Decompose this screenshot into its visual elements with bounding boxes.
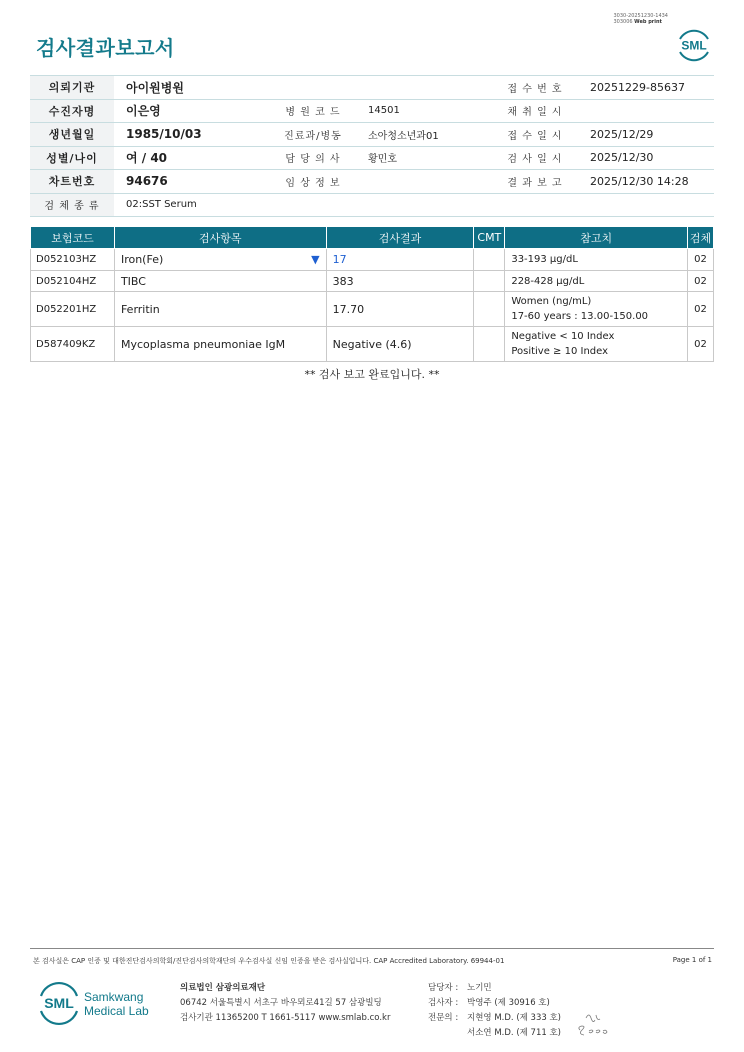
info-row: [30, 99, 714, 123]
org-contact: 검사기관 11365200 T 1661-5117 www.smlab.co.kr: [180, 1013, 391, 1023]
item-name: Ferritin: [120, 302, 160, 316]
cell-result: 383: [326, 271, 474, 292]
value-sex-age: 여 / 40: [114, 146, 270, 170]
cell-reference: [505, 292, 688, 327]
label-sex-age: 성별/나이: [30, 146, 114, 170]
col-specimen: 검체: [687, 227, 713, 249]
table-row: [31, 271, 714, 292]
reference-line: 17-60 years : 13.00-150.00: [511, 311, 649, 322]
cell-cmt: [474, 292, 505, 327]
info-row: [30, 193, 714, 217]
cell-item: [114, 292, 326, 327]
value-requester: 아이원병원: [114, 76, 492, 100]
cell-result: 17: [326, 249, 474, 271]
value-accession-no: 20251229-85637: [578, 76, 714, 100]
col-cmt: CMT: [474, 227, 505, 249]
footer-brand: [84, 990, 149, 1018]
col-result: 검사결과: [326, 227, 474, 249]
value-received-date: 2025/12/29: [578, 123, 714, 147]
cell-code: D052104HZ: [31, 271, 115, 292]
value-collection-date: [578, 99, 714, 123]
staff-row: [428, 1011, 561, 1026]
results-table: [30, 226, 714, 362]
info-row: [30, 146, 714, 170]
value-department: 소아청소년과01: [356, 123, 492, 147]
value-clinical-info: [356, 170, 492, 194]
sml-footer-logo: [36, 980, 82, 1026]
cell-code: D587409KZ: [31, 327, 115, 362]
org-address: 06742 서울특별시 서초구 바우뫼로41길 57 삼광빌딩: [180, 998, 382, 1008]
staff-role: [428, 1026, 467, 1041]
web-print-label: Web print: [634, 19, 662, 25]
svg-text:SML: SML: [44, 995, 74, 1011]
page-title: 검사결과보고서: [36, 36, 175, 60]
label-received-date: 접 수 일 시: [492, 123, 578, 147]
value-specimen-type: 02:SST Serum: [114, 193, 714, 217]
report-code-line2: 303006 Web print: [613, 19, 662, 25]
col-test-item: 검사항목: [114, 227, 326, 249]
staff-row: [428, 996, 561, 1011]
reference-line: Women (ng/mL): [511, 296, 592, 307]
item-name: Iron(Fe): [120, 253, 164, 266]
cell-specimen: 02: [687, 271, 713, 292]
table-row: [31, 292, 714, 327]
cell-code: D052201HZ: [31, 292, 115, 327]
reference-line: 228-428 μg/dL: [511, 275, 585, 287]
report-code: [613, 13, 668, 25]
col-reference: 참고치: [505, 227, 688, 249]
brand-line2: Medical Lab: [84, 1004, 149, 1018]
staff-name: 서소연 M.D. (제 711 호): [467, 1028, 562, 1038]
cell-result: Negative (4.6): [326, 327, 474, 362]
cell-cmt: [474, 327, 505, 362]
report-code-line1: 3030-20251230-1434: [613, 13, 668, 19]
label-test-date: 검 사 일 시: [492, 146, 578, 170]
label-report-date: 결 과 보 고: [492, 170, 578, 194]
label-chart-no: 차트번호: [30, 170, 114, 194]
cell-cmt: [474, 271, 505, 292]
brand-line1: Samkwang: [84, 990, 144, 1004]
low-flag-icon: ▼: [311, 253, 320, 266]
info-row: [30, 76, 714, 100]
staff-name: 노기민: [467, 983, 492, 993]
info-row: [30, 123, 714, 147]
label-doctor: 담 당 의 사: [270, 146, 356, 170]
cell-specimen: 02: [687, 327, 713, 362]
org-info: [180, 981, 390, 1026]
cell-reference: [505, 249, 688, 271]
staff-name: 지현영 M.D. (제 333 호): [467, 1013, 562, 1023]
sml-logo: [674, 25, 714, 65]
org-name: 의료법인 삼광의료재단: [180, 983, 266, 993]
info-row: [30, 170, 714, 194]
cell-reference: [505, 271, 688, 292]
results-header-row: [31, 227, 714, 249]
signature-image: [576, 1008, 610, 1040]
label-specimen-type: 검 체 종 류: [30, 193, 114, 217]
item-name: TIBC: [120, 274, 146, 288]
label-department: 진료과/병동: [270, 123, 356, 147]
cell-item: [114, 271, 326, 292]
cell-result: 17.70: [326, 292, 474, 327]
cell-specimen: 02: [687, 249, 713, 271]
footer-divider: [30, 948, 714, 949]
staff-role: 담당자 :: [428, 983, 459, 993]
value-report-date: 2025/12/30 14:28: [578, 170, 714, 194]
svg-text:SML: SML: [681, 38, 707, 53]
cell-item: [114, 327, 326, 362]
reference-line: Positive ≥ 10 Index: [511, 346, 609, 357]
table-row: [31, 249, 714, 271]
value-hospital-code: 14501: [356, 99, 492, 123]
col-insurance-code: 보험코드: [31, 227, 115, 249]
label-hospital-code: 병 원 코 드: [270, 99, 356, 123]
staff-role: 검사자 :: [428, 998, 459, 1008]
staff-role: 전문의 :: [428, 1013, 459, 1023]
value-test-date: 2025/12/30: [578, 146, 714, 170]
label-clinical-info: 임 상 정 보: [270, 170, 356, 194]
staff-row: [428, 981, 561, 996]
staff-info: [428, 981, 561, 1041]
value-chart-no: 94676: [114, 170, 270, 194]
label-accession-no: 접 수 번 호: [492, 76, 578, 100]
cell-cmt: [474, 249, 505, 271]
label-birth-date: 생년월일: [30, 123, 114, 147]
value-patient-name: 이은영: [114, 99, 270, 123]
staff-name: 박영주 (제 30916 호): [467, 998, 550, 1008]
page-number: Page 1 of 1: [672, 956, 712, 964]
value-birth-date: 1985/10/03: [114, 123, 270, 147]
patient-info-table: [30, 75, 714, 217]
table-row: [31, 327, 714, 362]
label-patient-name: 수진자명: [30, 99, 114, 123]
cell-specimen: 02: [687, 292, 713, 327]
cell-code: D052103HZ: [31, 249, 115, 271]
cell-item: [114, 249, 326, 271]
reference-line: Negative < 10 Index: [511, 331, 615, 342]
label-collection-date: 채 취 일 시: [492, 99, 578, 123]
certification-note: 본 검사실은 CAP 인증 및 대한진단검사의학회/진단검사의학재단의 우수검사실 신임 인증을 받은 검사실입니다. CAP Accredited Laboratory. 69944-01: [33, 957, 505, 965]
cell-reference: [505, 327, 688, 362]
value-doctor: 황민호: [356, 146, 492, 170]
label-requester: 의뢰기관: [30, 76, 114, 100]
reference-line: 33-193 μg/dL: [511, 254, 578, 265]
report-complete-note: ** 검사 보고 완료입니다. **: [304, 368, 440, 381]
item-name: Mycoplasma pneumoniae IgM: [120, 337, 286, 351]
staff-row: [428, 1026, 561, 1041]
